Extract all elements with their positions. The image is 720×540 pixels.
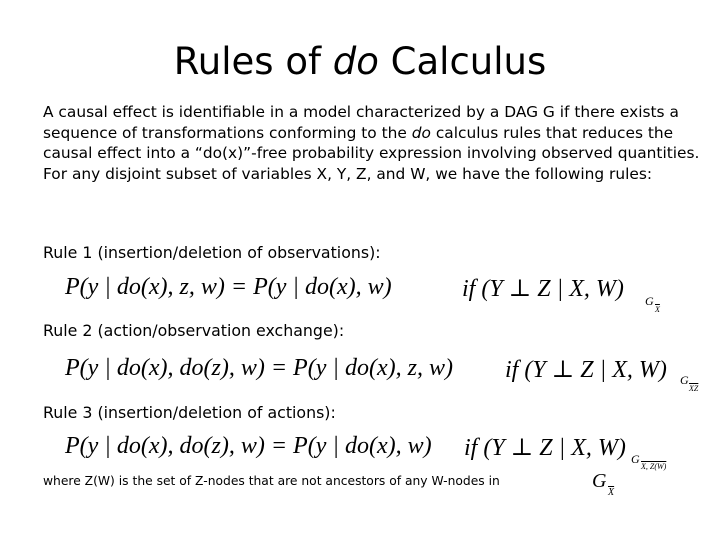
rule-1-graph-g: G [645, 294, 654, 308]
rule-1-label: Rule 1 (insertion/deletion of observations): [43, 243, 381, 262]
rule-2-label: Rule 2 (action/observation exchange): [43, 321, 345, 340]
rule-2-graph [680, 373, 689, 388]
title-prefix: Rules of [173, 40, 333, 83]
rule-3-graph-sub: X, Z(W) [641, 462, 667, 471]
rule-3-condition: if (Y ⊥ Z | X, W) [464, 435, 626, 461]
intro-paragraph [43, 102, 703, 184]
footer-graph-sub: $\overline{X}$ [608, 487, 615, 498]
rule-3-graph [631, 452, 640, 467]
footer-graph: G [592, 470, 607, 492]
rule-3-graph-g: G [631, 452, 640, 466]
intro-italic: do [411, 123, 431, 142]
rule-2-condition: if (Y ⊥ Z | X, W) [505, 357, 667, 383]
rule-1-graph-sub: $\overline{X}$ [655, 305, 660, 314]
title-suffix: Calculus [378, 40, 547, 83]
rule-3-label: Rule 3 (insertion/deletion of actions): [43, 403, 336, 422]
rule-2-graph-g: G [680, 373, 689, 387]
footer-note: where Z(W) is the set of Z-nodes that are not ancestors of any W-nodes in [43, 474, 500, 488]
rule-3-formula: P(y | do(x), do(z), w) = P(y | do(x), w) [65, 433, 432, 459]
intro-text-1: A causal effect is identifiable in a model characterized by a DAG G if there exists a sequence of transformations conforming to the [43, 103, 679, 142]
slide-title [0, 40, 720, 83]
rule-1-graph [645, 294, 654, 309]
title-italic: do [332, 40, 379, 83]
rule-1-condition: if (Y ⊥ Z | X, W) [462, 276, 624, 302]
intro-text-2: calculus rules that reduces the causal effect into a “do(x)”-free probability expression involving observed quantities. For any disjoint subset of variables X, Y, Z, and W, we have the following rules: [43, 123, 700, 183]
rule-1-formula: P(y | do(x), z, w) = P(y | do(x), w) [65, 274, 392, 300]
rule-2-formula: P(y | do(x), do(z), w) = P(y | do(x), z, w) [65, 355, 453, 381]
rule-2-graph-sub: $\overline{XZ}$ [689, 384, 699, 393]
